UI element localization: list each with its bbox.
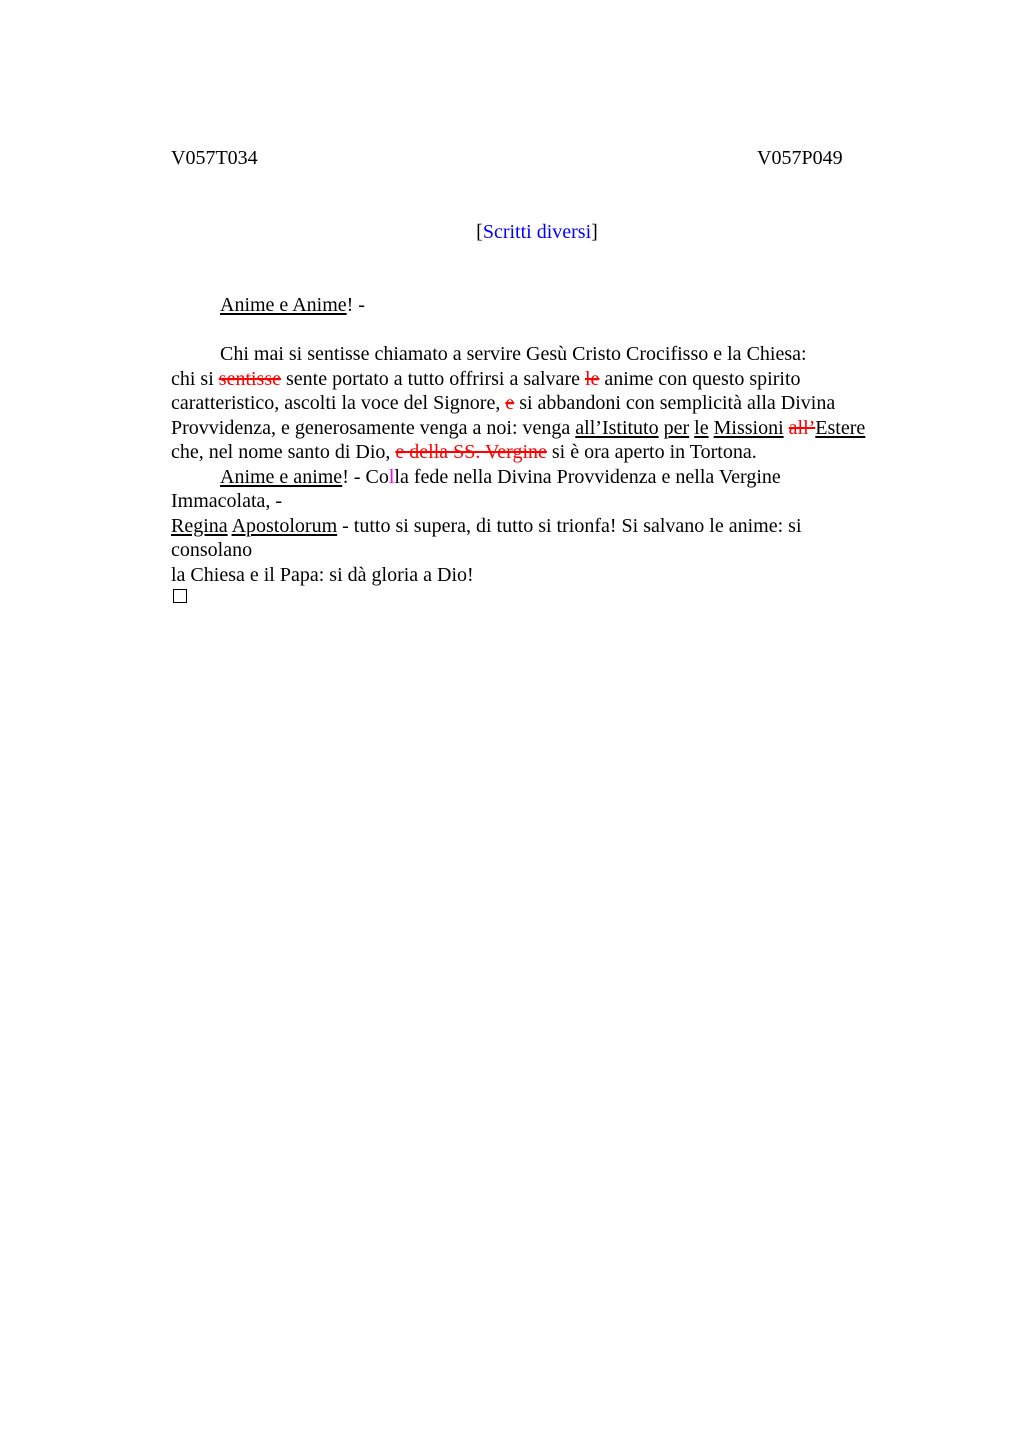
heading-rest: ! -	[346, 294, 365, 316]
underlined-text: per	[663, 416, 690, 439]
body-line-7	[171, 489, 931, 514]
bracket-open: [	[476, 221, 483, 243]
text-span: la Chiesa e il Papa: si dà gloria a Dio!	[171, 563, 474, 586]
heading	[171, 293, 931, 318]
text-span: anime con questo spirito	[599, 367, 801, 390]
deleted-text: e della SS. Vergine	[395, 441, 547, 463]
body-line-5	[171, 440, 931, 465]
body-line-6	[171, 465, 931, 490]
header-left-code: V057T034	[171, 147, 258, 169]
text-span: si abbandoni con semplicità alla Divina	[514, 392, 836, 414]
underlined-text: Estere	[815, 416, 866, 439]
text-span: che, nel nome santo di Dio,	[171, 441, 396, 463]
body-line-3	[171, 391, 931, 416]
inserted-letter: l	[388, 465, 395, 488]
heading-underlined: Anime e Anime	[220, 294, 347, 316]
text-span: Provvidenza, e generosamente venga a noi: venga	[171, 416, 576, 439]
bracket-close: ]	[591, 221, 598, 243]
section-title-label: Scritti diversi	[482, 221, 592, 243]
body-line-1	[171, 342, 931, 367]
body-line-4	[171, 416, 931, 441]
underlined-text: Anime e anime	[220, 465, 343, 488]
body-text	[171, 342, 931, 587]
underlined-text: Apostolorum	[231, 514, 338, 537]
text-span: sente portato a tutto offrirsi a salvare	[281, 367, 585, 390]
underlined-text: all’Istituto	[575, 416, 659, 439]
underlined-text: Missioni	[713, 416, 784, 439]
text-span: la fede nella Divina Provvidenza e nella Vergine	[394, 465, 781, 488]
text-span: chi si	[171, 367, 219, 390]
body-line-2	[171, 367, 931, 392]
body-line-9	[171, 538, 931, 563]
deleted-text: le	[584, 367, 600, 390]
deleted-text: all’	[788, 416, 816, 439]
text-span: caratteristico, ascolti la voce del Signore,	[171, 392, 506, 414]
underlined-text: le	[694, 416, 709, 439]
text-span: - tutto si supera, di tutto si trionfa! Si salvano le anime: si	[337, 514, 802, 537]
body-line-8	[171, 514, 931, 539]
underlined-text: Regina	[171, 514, 228, 537]
section-title	[0, 220, 1024, 244]
text-span: si è ora aperto in Tortona.	[546, 441, 757, 463]
text-span: consolano	[171, 539, 253, 561]
text-span: Immacolata, -	[171, 490, 283, 512]
body-line-10	[171, 563, 931, 588]
deleted-text: e	[505, 392, 515, 414]
deleted-text: sentisse	[218, 367, 281, 390]
text-span: Chi mai si sentisse chiamato a servire Gesù Cristo Crocifisso e la Chiesa:	[220, 343, 807, 365]
text-span: ! - Co	[342, 465, 389, 488]
end-marker-box	[173, 589, 187, 603]
header-right-code: V057P049	[757, 147, 843, 169]
